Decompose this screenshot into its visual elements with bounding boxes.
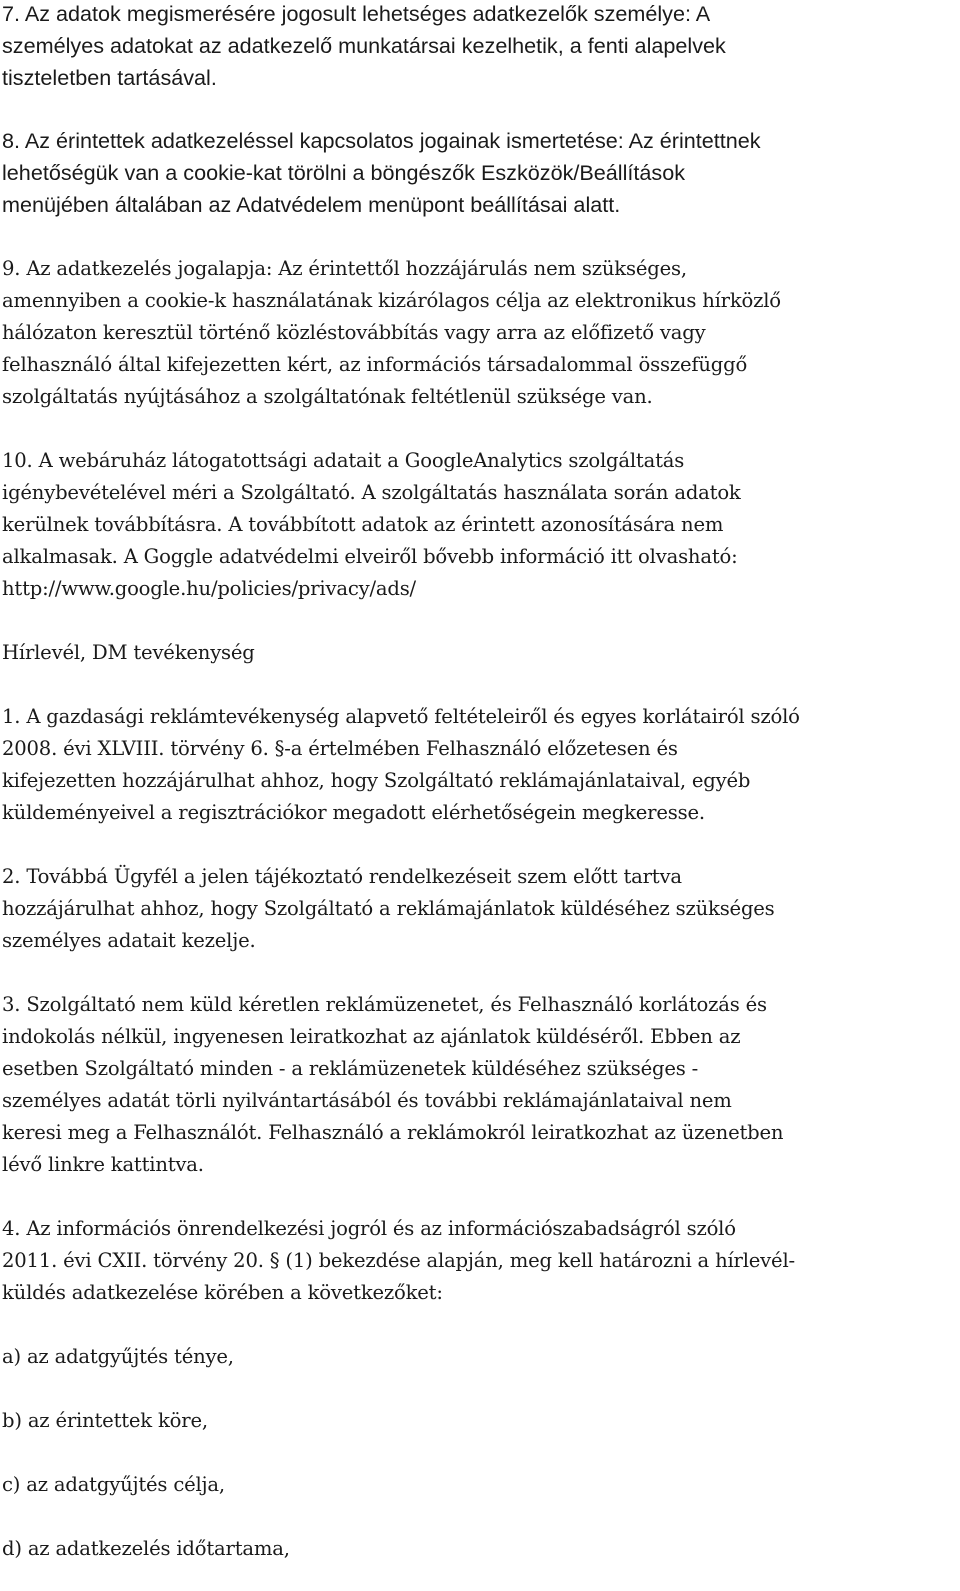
paragraph-line: személyes adatát törli nyilvántartásából és további reklámajánlataival nem	[2, 1089, 732, 1112]
paragraph-line: 3. Szolgáltató nem küld kéretlen reklámüzenetet, és Felhasználó korlátozás és	[2, 993, 767, 1016]
newsletter-item-1	[2, 701, 952, 829]
paragraph-line: kerülnek továbbításra. A továbbított adatok az érintett azonosítására nem	[2, 513, 724, 536]
paragraph-line: 4. Az információs önrendelkezési jogról és az információszabadságról szóló	[2, 1217, 736, 1240]
paragraph-line: küldeményeivel a regisztrációkor megadott elérhetőségein megkeresse.	[2, 801, 705, 824]
paragraph-line: küldés adatkezelése körében a következőket:	[2, 1281, 443, 1304]
list-item-d: d) az adatkezelés időtartama,	[2, 1537, 290, 1560]
paragraph-line: felhasználó által kifejezetten kért, az információs társadalommal összefüggő	[2, 353, 748, 376]
newsletter-item-4	[2, 1213, 952, 1309]
list-item-b: b) az érintettek köre,	[2, 1409, 208, 1432]
paragraph-9	[2, 253, 952, 413]
paragraph-line: hozzájárulhat ahhoz, hogy Szolgáltató a reklámajánlatok küldéséhez szükséges	[2, 897, 775, 920]
paragraph-line: 8. Az érintettek adatkezeléssel kapcsolatos jogainak ismertetése: Az érintettnek	[2, 128, 761, 153]
paragraph-line: 2. Továbbá Ügyfél a jelen tájékoztató rendelkezéseit szem előtt tartva	[2, 865, 682, 888]
privacy-policy-url: http://www.google.hu/policies/privacy/ads/	[2, 577, 416, 600]
paragraph-line: esetben Szolgáltató minden - a reklámüzenetek küldéséhez szükséges -	[2, 1057, 699, 1080]
paragraph-line: tiszteletben tartásával.	[2, 65, 217, 90]
list-item-a: a) az adatgyűjtés ténye,	[2, 1345, 234, 1368]
paragraph-line: lehetőségük van a cookie-kat törölni a böngészők Eszközök/Beállítások	[2, 160, 685, 185]
paragraph-line: hálózaton keresztül történő közléstovábbítás vagy arra az előfizető vagy	[2, 321, 706, 344]
paragraph-line: 7. Az adatok megismerésére jogosult lehetséges adatkezelők személye: A	[2, 1, 711, 26]
paragraph-line: 10. A webáruház látogatottsági adatait a GoogleAnalytics szolgáltatás	[2, 449, 685, 472]
newsletter-item-2	[2, 861, 952, 957]
paragraph-line: keresi meg a Felhasználót. Felhasználó a reklámokról leiratkozhat az üzenetben	[2, 1121, 784, 1144]
paragraph-7	[2, 0, 952, 94]
section-heading: Hírlevél, DM tevékenység	[2, 641, 255, 664]
paragraph-line: alkalmasak. A Goggle adatvédelmi elveiről bővebb információ itt olvasható:	[2, 545, 738, 568]
paragraph-line: 9. Az adatkezelés jogalapja: Az érintettől hozzájárulás nem szükséges,	[2, 257, 687, 280]
paragraph-line: amennyiben a cookie-k használatának kizárólagos célja az elektronikus hírközlő	[2, 289, 781, 312]
paragraph-line: 1. A gazdasági reklámtevékenység alapvető feltételeiről és egyes korlátairól szóló	[2, 705, 800, 728]
paragraph-10	[2, 445, 952, 605]
list-item-c: c) az adatgyűjtés célja,	[2, 1473, 225, 1496]
paragraph-line: személyes adatokat az adatkezelő munkatársai kezelhetik, a fenti alapelvek	[2, 33, 726, 58]
paragraph-line: 2011. évi CXII. törvény 20. § (1) bekezdése alapján, meg kell határozni a hírlevél-	[2, 1249, 795, 1272]
paragraph-line: lévő linkre kattintva.	[2, 1153, 204, 1176]
paragraph-line: szolgáltatás nyújtásához a szolgáltatónak feltétlenül szüksége van.	[2, 385, 653, 408]
paragraph-line: 2008. évi XLVIII. törvény 6. §-a értelmében Felhasználó előzetesen és	[2, 737, 678, 760]
paragraph-line: indokolás nélkül, ingyenesen leiratkozhat az ajánlatok küldéséről. Ebben az	[2, 1025, 741, 1048]
paragraph-8	[2, 125, 952, 221]
newsletter-item-3	[2, 989, 952, 1181]
paragraph-line: menüjében általában az Adatvédelem menüpont beállításai alatt.	[2, 192, 621, 217]
paragraph-line: kifejezetten hozzájárulhat ahhoz, hogy Szolgáltató reklámajánlataival, egyéb	[2, 769, 751, 792]
paragraph-line: személyes adatait kezelje.	[2, 929, 256, 952]
paragraph-line: igénybevételével méri a Szolgáltató. A szolgáltatás használata során adatok	[2, 481, 741, 504]
